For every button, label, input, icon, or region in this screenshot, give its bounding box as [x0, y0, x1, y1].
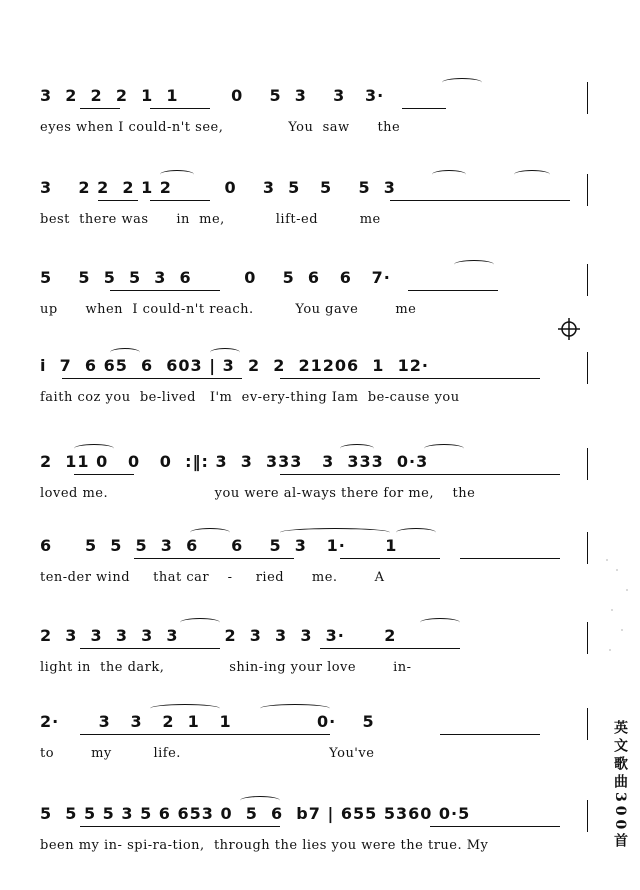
barline — [587, 174, 588, 206]
tie — [160, 170, 194, 179]
underline — [440, 734, 540, 735]
lyrics-row-3: up when I could-n't reach. You gave me — [40, 302, 417, 317]
notes-row-9: 5 5 5 5 3 5 6 653 0 5 6 b7 | 655 5360 0·5 — [40, 804, 471, 823]
staff-row-2 — [40, 178, 580, 258]
staff-row-9 — [40, 804, 580, 884]
underline — [74, 474, 134, 475]
tie — [110, 348, 140, 357]
tie — [424, 444, 464, 453]
tie — [150, 704, 220, 713]
staff-row-7 — [40, 626, 580, 706]
coda-icon — [558, 318, 580, 340]
underline — [150, 108, 210, 109]
underline — [80, 108, 120, 109]
lyrics-row-6: ten-der wind that car - ried me. A — [40, 570, 385, 585]
book-title: 英文歌曲300首 — [612, 720, 628, 852]
underline — [340, 558, 440, 559]
barline — [587, 708, 588, 740]
underline — [408, 290, 498, 291]
notes-row-3: 5 5 5 5 3 6 0 5 6 6 7· — [40, 268, 391, 287]
tie — [432, 170, 466, 179]
notes-row-6: 6 5 5 5 3 6 6 5 3 1· 1 — [40, 536, 398, 555]
scan-noise — [602, 540, 632, 660]
lyrics-row-5: loved me. you were al-ways there for me, the — [40, 486, 476, 501]
tie — [396, 528, 436, 537]
underline — [80, 734, 330, 735]
tie — [210, 348, 240, 357]
underline — [134, 558, 294, 559]
underline — [150, 200, 210, 201]
underline — [390, 200, 570, 201]
tie — [260, 704, 330, 713]
underline — [80, 648, 220, 649]
barline — [587, 264, 588, 296]
staff-row-1 — [40, 86, 580, 166]
underline — [430, 826, 560, 827]
notes-row-2: 3 2 2 2 1 2 0 3 5 5 5 3 — [40, 178, 396, 197]
tie — [180, 618, 220, 627]
notes-row-1: 3 2 2 2 1 1 0 5 3 3 3· — [40, 86, 385, 105]
underline — [62, 378, 242, 379]
underline — [110, 290, 220, 291]
tie — [454, 260, 494, 269]
notes-row-4: i 7 6 65 6 603 | 3 2 2 21206 1 12· — [40, 356, 429, 375]
tie — [280, 528, 390, 537]
tie — [340, 444, 374, 453]
tie — [442, 78, 482, 87]
lyrics-row-1: eyes when I could-n't see, You saw the — [40, 120, 401, 135]
barline — [587, 448, 588, 480]
tie — [420, 618, 460, 627]
barline — [587, 800, 588, 832]
staff-row-3 — [40, 268, 580, 348]
lyrics-row-8: to my life. You've — [40, 746, 375, 761]
barline — [587, 532, 588, 564]
barline — [587, 352, 588, 384]
barline — [587, 82, 588, 114]
staff-row-4 — [40, 356, 580, 436]
tie — [514, 170, 550, 179]
underline — [402, 108, 446, 109]
notes-row-7: 2 3 3 3 3 3 2 3 3 3 3· 2 — [40, 626, 397, 645]
tie — [190, 528, 230, 537]
staff-row-5 — [40, 452, 580, 532]
underline — [320, 648, 460, 649]
tie — [74, 444, 114, 453]
underline — [80, 826, 280, 827]
underline — [460, 558, 560, 559]
lyrics-row-9: been my in- spi-ra-tion, through the lies you were the true. My — [40, 838, 489, 853]
lyrics-row-7: light in the dark, shin-ing your love in- — [40, 660, 412, 675]
barline — [587, 622, 588, 654]
staff-row-6 — [40, 536, 580, 616]
underline — [280, 474, 560, 475]
tie — [240, 796, 280, 805]
notes-row-8: 2· 3 3 2 1 1 0· 5 — [40, 712, 375, 731]
lyrics-row-2: best there was in me, lift-ed me — [40, 212, 381, 227]
underline — [98, 200, 138, 201]
lyrics-row-4: faith coz you be-lived I'm ev-ery-thing Iam be-cause you — [40, 390, 460, 405]
notes-row-5: 2 11 0 0 0 :‖: 3 3 333 3 333 0·3 — [40, 452, 429, 471]
staff-row-8 — [40, 712, 580, 792]
underline — [280, 378, 540, 379]
